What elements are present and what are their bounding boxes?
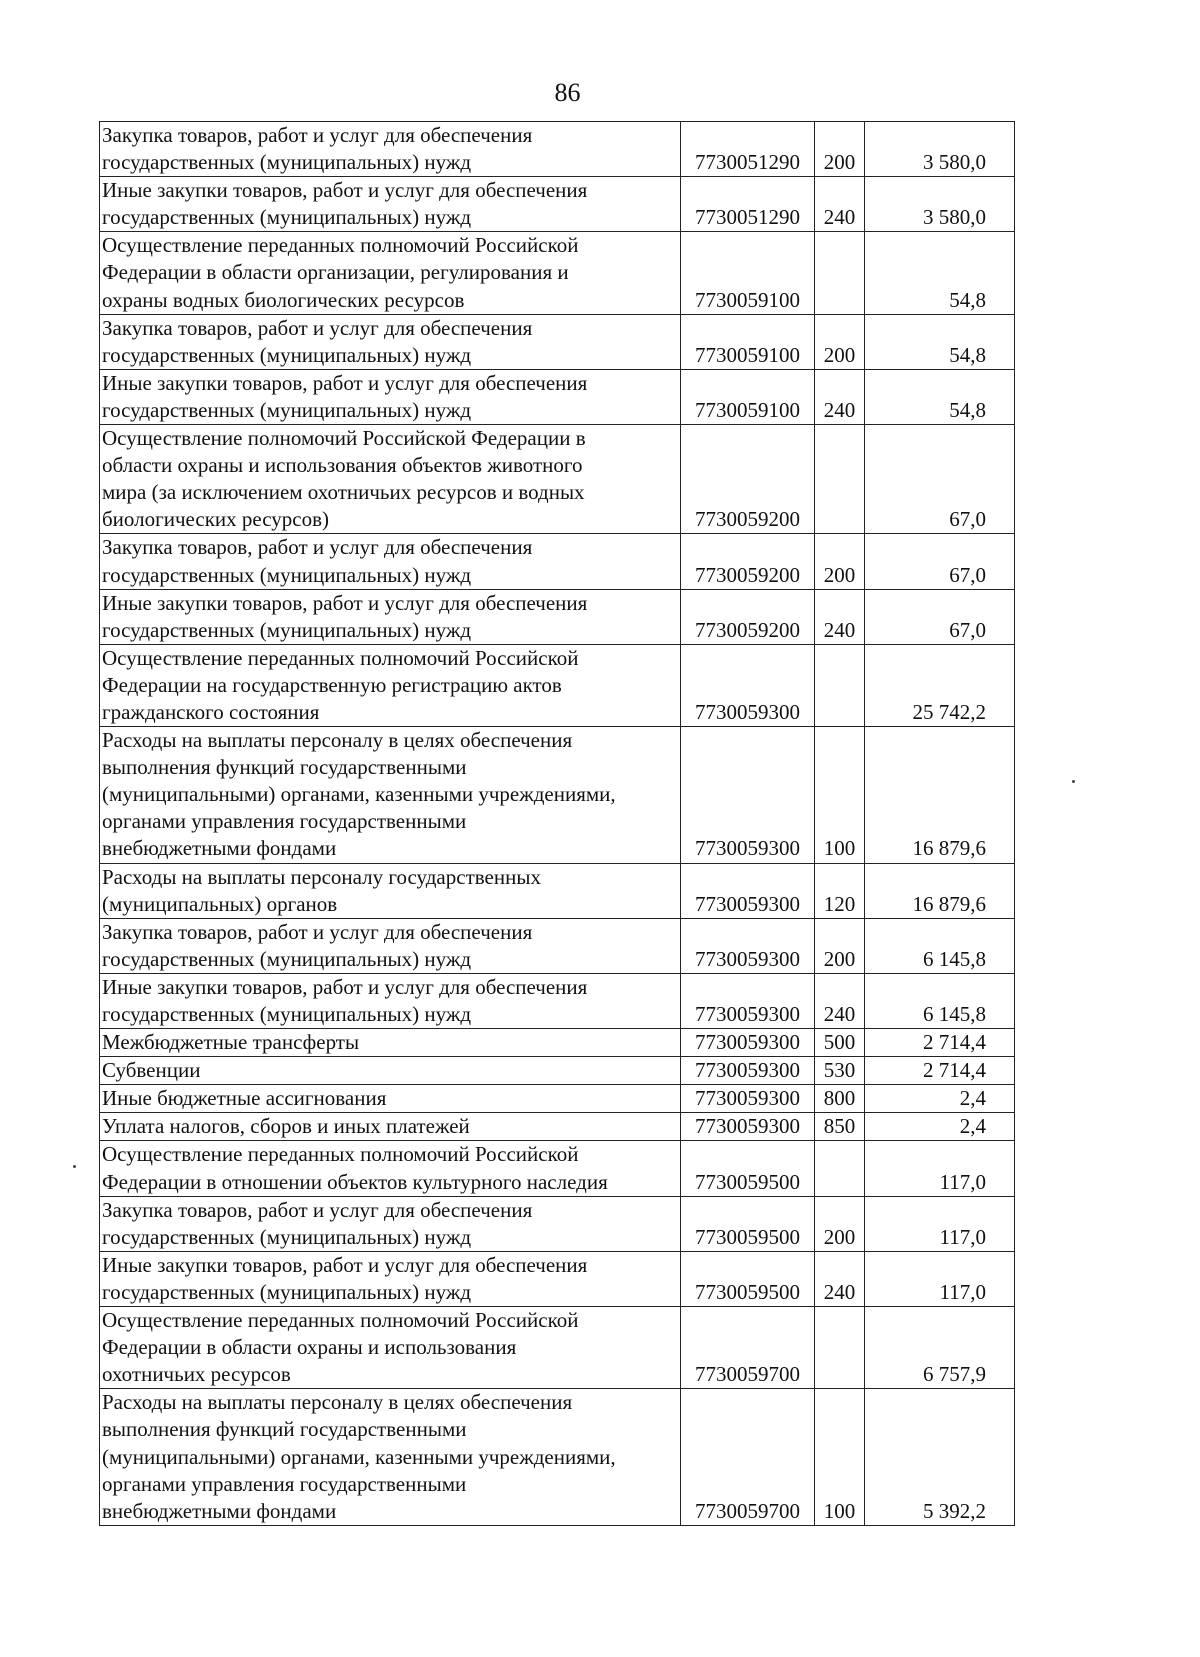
description-line: государственных (муниципальных) нужд (102, 342, 472, 367)
row-target-code: 7730059200 (681, 589, 815, 644)
row-amount: 25 742,2 (865, 644, 1015, 726)
row-description (100, 1307, 681, 1389)
description-line: Закупка товаров, работ и услуг для обеспечения (102, 919, 533, 944)
row-description (100, 232, 681, 314)
table-row (100, 1389, 1015, 1525)
row-target-code: 7730051290 (681, 122, 815, 177)
row-amount: 54,8 (865, 232, 1015, 314)
row-description (100, 314, 681, 369)
table-row (100, 369, 1015, 424)
row-target-code: 7730051290 (681, 177, 815, 232)
table-row (100, 589, 1015, 644)
budget-table-body (100, 122, 1015, 1526)
description-line: охотничьих ресурсов (102, 1362, 291, 1387)
row-target-code: 7730059300 (681, 918, 815, 973)
row-expense-type: 200 (815, 314, 865, 369)
description-line: Расходы на выплаты персоналу в целях обеспечения (102, 728, 573, 753)
row-amount: 3 580,0 (865, 122, 1015, 177)
row-expense-type (815, 232, 865, 314)
row-amount: 2,4 (865, 1085, 1015, 1113)
description-line: Закупка товаров, работ и услуг для обеспечения (102, 123, 533, 147)
row-expense-type: 500 (815, 1029, 865, 1057)
description-line: государственных (муниципальных) нужд (102, 205, 472, 230)
description-line: Федерации на государственную регистрацию актов (102, 672, 562, 697)
description-line: Субвенции (102, 1058, 201, 1083)
row-target-code: 7730059300 (681, 1029, 815, 1057)
row-description (100, 1251, 681, 1306)
row-description (100, 1057, 681, 1085)
description-line: Уплата налогов, сборов и иных платежей (102, 1114, 470, 1139)
row-amount: 54,8 (865, 369, 1015, 424)
description-line: органами управления государственными (102, 1471, 467, 1496)
description-line: Федерации в области охраны и использования (102, 1335, 517, 1360)
row-description (100, 1196, 681, 1251)
row-description (100, 534, 681, 589)
row-target-code: 7730059100 (681, 314, 815, 369)
description-line: Иные закупки товаров, работ и услуг для обеспечения (102, 1252, 588, 1277)
row-expense-type: 200 (815, 122, 865, 177)
description-line: Осуществление переданных полномочий Российской (102, 645, 579, 670)
description-line: Федерации в отношении объектов культурного наследия (102, 1169, 608, 1194)
row-description (100, 1389, 681, 1525)
row-amount: 16 879,6 (865, 863, 1015, 918)
row-expense-type: 800 (815, 1085, 865, 1113)
row-description (100, 1085, 681, 1113)
description-line: органами управления государственными (102, 809, 467, 834)
row-target-code: 7730059300 (681, 1085, 815, 1113)
table-row (100, 1196, 1015, 1251)
row-expense-type: 120 (815, 863, 865, 918)
row-target-code: 7730059500 (681, 1196, 815, 1251)
row-target-code: 7730059700 (681, 1389, 815, 1525)
description-line: выполнения функций государственными (102, 1417, 467, 1442)
row-amount: 6 145,8 (865, 973, 1015, 1028)
row-amount: 3 580,0 (865, 177, 1015, 232)
budget-table (99, 121, 1015, 1526)
description-line: Закупка товаров, работ и услуг для обеспечения (102, 1197, 533, 1222)
scan-artifact-dot (1072, 780, 1075, 783)
row-target-code: 7730059300 (681, 1113, 815, 1141)
description-line: Иные закупки товаров, работ и услуг для обеспечения (102, 974, 588, 999)
row-expense-type: 240 (815, 589, 865, 644)
description-line: Федерации в области организации, регулирования и (102, 260, 569, 285)
description-line: Иные закупки товаров, работ и услуг для обеспечения (102, 178, 588, 203)
description-line: Иные закупки товаров, работ и услуг для обеспечения (102, 370, 588, 395)
table-row (100, 1029, 1015, 1057)
table-row (100, 918, 1015, 973)
description-line: (муниципальными) органами, казенными учреждениями, (102, 782, 616, 807)
row-expense-type: 100 (815, 1389, 865, 1525)
table-row (100, 863, 1015, 918)
row-expense-type: 200 (815, 918, 865, 973)
row-amount: 117,0 (865, 1196, 1015, 1251)
row-description (100, 589, 681, 644)
row-expense-type: 850 (815, 1113, 865, 1141)
row-target-code: 7730059500 (681, 1141, 815, 1196)
table-row (100, 122, 1015, 177)
table-row (100, 1251, 1015, 1306)
row-description (100, 863, 681, 918)
row-amount: 117,0 (865, 1251, 1015, 1306)
table-row (100, 425, 1015, 534)
table-row (100, 177, 1015, 232)
row-amount: 2 714,4 (865, 1057, 1015, 1085)
row-amount: 2 714,4 (865, 1029, 1015, 1057)
row-target-code: 7730059200 (681, 425, 815, 534)
table-row (100, 1057, 1015, 1085)
row-amount: 16 879,6 (865, 727, 1015, 863)
row-description (100, 177, 681, 232)
description-line: Закупка товаров, работ и услуг для обеспечения (102, 315, 533, 340)
row-expense-type: 200 (815, 1196, 865, 1251)
row-amount: 6 757,9 (865, 1307, 1015, 1389)
row-target-code: 7730059300 (681, 1057, 815, 1085)
description-line: гражданского состояния (102, 699, 320, 724)
row-expense-type: 240 (815, 1251, 865, 1306)
row-target-code: 7730059300 (681, 863, 815, 918)
description-line: Закупка товаров, работ и услуг для обеспечения (102, 535, 533, 560)
table-row (100, 232, 1015, 314)
row-target-code: 7730059200 (681, 534, 815, 589)
row-expense-type (815, 425, 865, 534)
row-target-code: 7730059500 (681, 1251, 815, 1306)
row-description (100, 973, 681, 1028)
table-row (100, 727, 1015, 863)
row-expense-type (815, 1307, 865, 1389)
description-line: государственных (муниципальных) нужд (102, 562, 472, 587)
table-row (100, 1085, 1015, 1113)
row-description (100, 1141, 681, 1196)
description-line: государственных (муниципальных) нужд (102, 397, 472, 422)
row-expense-type: 240 (815, 973, 865, 1028)
row-description (100, 425, 681, 534)
description-line: государственных (муниципальных) нужд (102, 946, 472, 971)
row-amount: 67,0 (865, 534, 1015, 589)
description-line: (муниципальных) органов (102, 891, 338, 916)
row-description (100, 122, 681, 177)
scan-artifact-dot (73, 1165, 76, 1168)
table-row (100, 314, 1015, 369)
row-description (100, 918, 681, 973)
row-description (100, 727, 681, 863)
description-line: Расходы на выплаты персоналу государственных (102, 864, 541, 889)
description-line: государственных (муниципальных) нужд (102, 617, 472, 642)
description-line: Осуществление полномочий Российской Федерации в (102, 426, 586, 451)
table-row (100, 973, 1015, 1028)
row-expense-type (815, 644, 865, 726)
row-target-code: 7730059300 (681, 644, 815, 726)
row-expense-type: 240 (815, 177, 865, 232)
row-target-code: 7730059300 (681, 727, 815, 863)
description-line: государственных (муниципальных) нужд (102, 150, 472, 175)
row-expense-type: 530 (815, 1057, 865, 1085)
description-line: выполнения функций государственными (102, 755, 467, 780)
description-line: государственных (муниципальных) нужд (102, 1279, 472, 1304)
row-expense-type: 200 (815, 534, 865, 589)
row-description (100, 369, 681, 424)
table-row (100, 534, 1015, 589)
description-line: Межбюджетные трансферты (102, 1030, 360, 1055)
row-amount: 6 145,8 (865, 918, 1015, 973)
description-line: Осуществление переданных полномочий Российской (102, 1308, 579, 1333)
description-line: государственных (муниципальных) нужд (102, 1002, 472, 1026)
row-target-code: 7730059100 (681, 369, 815, 424)
description-line: охраны водных биологических ресурсов (102, 287, 465, 312)
row-description (100, 644, 681, 726)
description-line: внебюджетными фондами (102, 1498, 337, 1523)
table-row (100, 644, 1015, 726)
description-line: государственных (муниципальных) нужд (102, 1224, 472, 1249)
row-expense-type: 100 (815, 727, 865, 863)
row-amount: 54,8 (865, 314, 1015, 369)
row-description (100, 1113, 681, 1141)
row-amount: 67,0 (865, 589, 1015, 644)
row-description (100, 1029, 681, 1057)
table-row (100, 1307, 1015, 1389)
description-line: Иные закупки товаров, работ и услуг для обеспечения (102, 590, 588, 615)
row-amount: 67,0 (865, 425, 1015, 534)
description-line: области охраны и использования объектов животного (102, 453, 583, 478)
page-number: 86 (554, 78, 581, 107)
row-amount: 117,0 (865, 1141, 1015, 1196)
description-line: Осуществление переданных полномочий Российской (102, 233, 579, 258)
row-amount: 5 392,2 (865, 1389, 1015, 1525)
description-line: Расходы на выплаты персоналу в целях обеспечения (102, 1390, 573, 1415)
description-line: биологических ресурсов) (102, 507, 330, 532)
table-row (100, 1141, 1015, 1196)
table-row (100, 1113, 1015, 1141)
description-line: (муниципальными) органами, казенными учреждениями, (102, 1444, 616, 1469)
row-amount: 2,4 (865, 1113, 1015, 1141)
description-line: Осуществление переданных полномочий Российской (102, 1142, 579, 1167)
description-line: Иные бюджетные ассигнования (102, 1086, 387, 1111)
description-line: внебюджетными фондами (102, 836, 337, 861)
row-target-code: 7730059300 (681, 973, 815, 1028)
row-target-code: 7730059700 (681, 1307, 815, 1389)
row-target-code: 7730059100 (681, 232, 815, 314)
row-expense-type (815, 1141, 865, 1196)
row-expense-type: 240 (815, 369, 865, 424)
description-line: мира (за исключением охотничьих ресурсов и водных (102, 480, 585, 505)
